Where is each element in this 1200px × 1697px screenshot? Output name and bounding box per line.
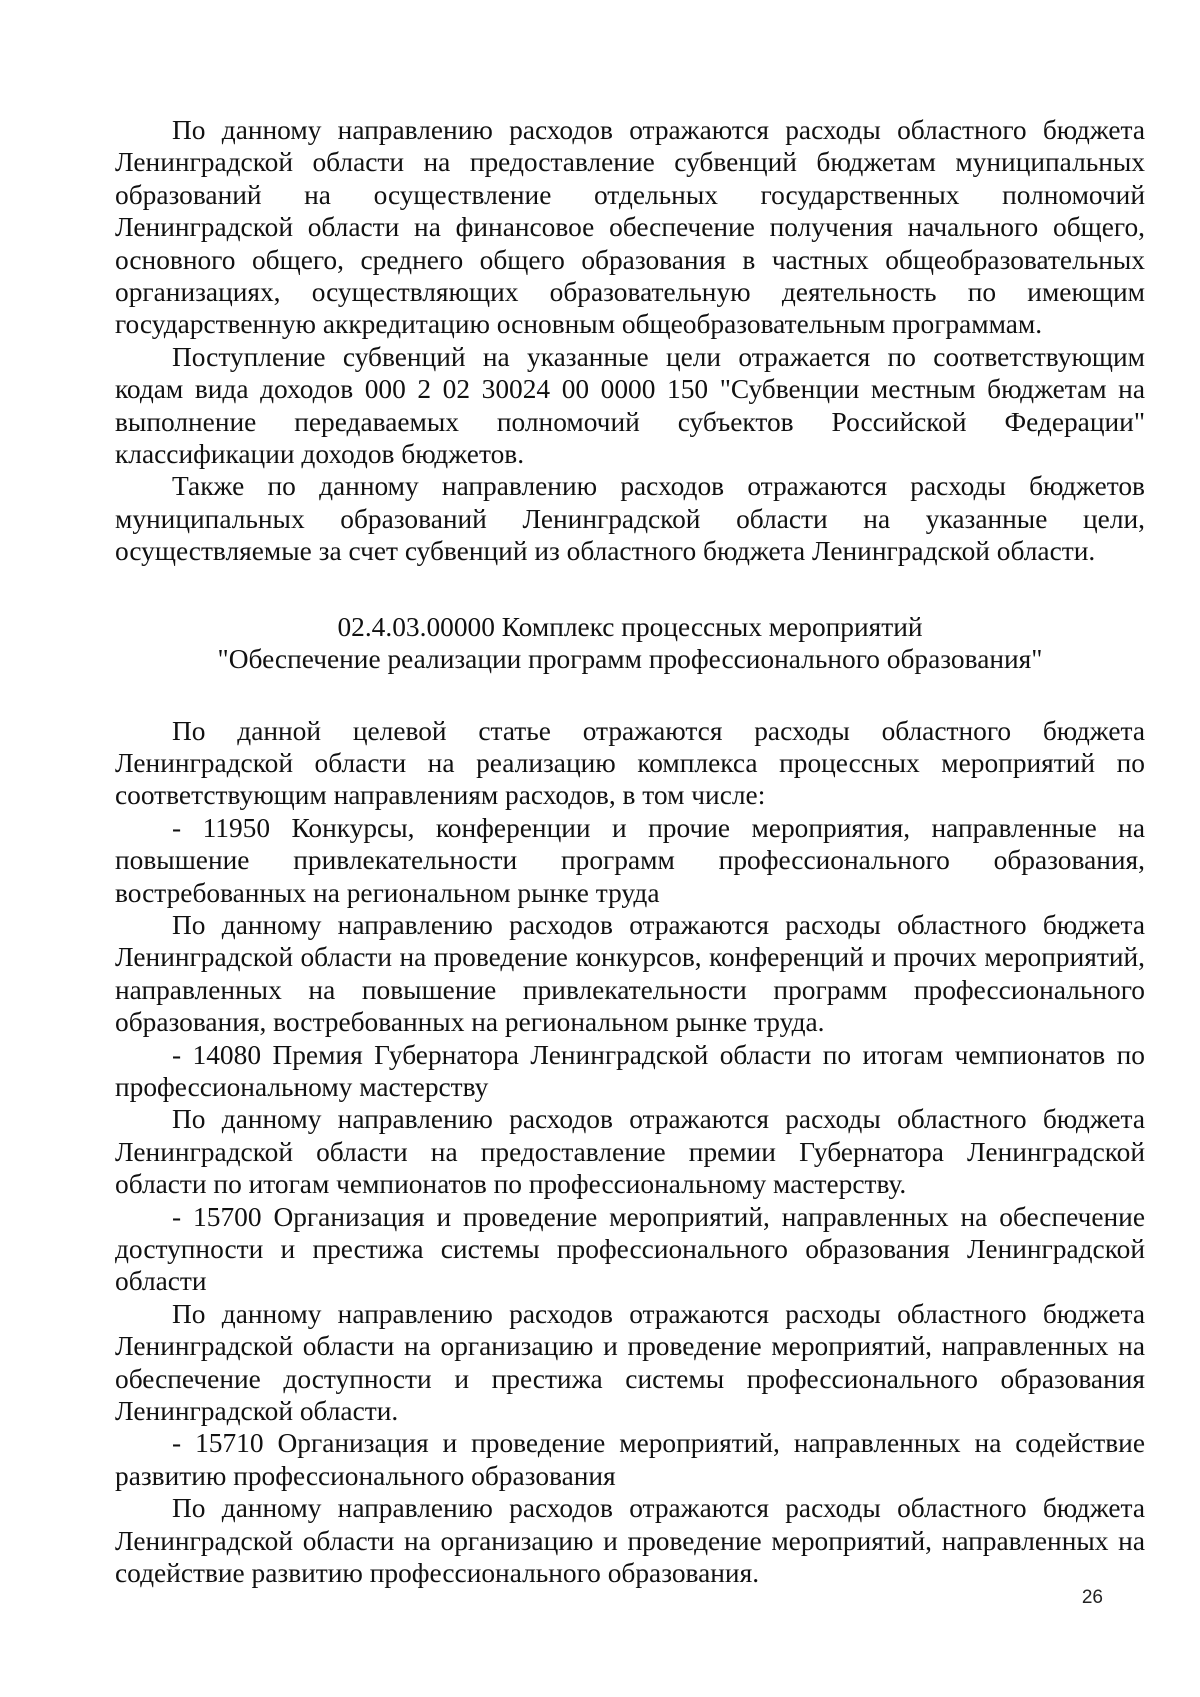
section-heading-code-line: 02.4.03.00000 Комплекс процессных мероприятий [337,611,923,642]
section-heading [115,611,1145,676]
page-number: 26 [1081,1587,1103,1608]
section-heading-title-line: "Обеспечение реализации программ профессионального образования" [217,644,1043,675]
intro-paragraph-3: Также по данному направлению расходов отражаются расходы бюджетов муниципальных образований Ленинградской области на указанные цели, осуществляемые за счет субвенций из областного бюджета Ленинградской области. [115,471,1145,567]
document-page [115,114,1145,1589]
list-item-15700: - 15700 Организация и проведение мероприятий, направленных на обеспечение доступности и престижа системы профессионального образования Ленинградской области [115,1201,1145,1297]
body-paragraph-intro: По данной целевой статье отражаются расходы областного бюджета Ленинградской области на реализацию комплекса процессных мероприятий по соответствующим направлениям расходов, в том числе: [115,715,1145,811]
list-item-11950: - 11950 Конкурсы, конференции и прочие мероприятия, направленные на повышение привлекательности программ профессионального образования, востребованных на региональном рынке труда [115,812,1145,908]
body-paragraph-11950: По данному направлению расходов отражаются расходы областного бюджета Ленинградской области на проведение конкурсов, конференций и прочих мероприятий, направленных на повышение привлекательности программ профессионального образования, востребованных на региональном рынке труда. [115,909,1145,1038]
body-paragraph-15700: По данному направлению расходов отражаются расходы областного бюджета Ленинградской области на организацию и проведение мероприятий, направленных на обеспечение доступности и престижа системы профессионального образования Ленинградской области. [115,1298,1145,1427]
body-paragraph-14080: По данному направлению расходов отражаются расходы областного бюджета Ленинградской области на предоставление премии Губернатора Ленинградской области по итогам чемпионатов по профессиональному мастерству. [115,1104,1145,1200]
body-paragraph-15710: По данному направлению расходов отражаются расходы областного бюджета Ленинградской области на организацию и проведение мероприятий, направленных на содействие развитию профессионального образования. [115,1493,1145,1589]
list-item-14080: - 14080 Премия Губернатора Ленинградской области по итогам чемпионатов по профессиональному мастерству [115,1039,1145,1102]
list-item-15710: - 15710 Организация и проведение мероприятий, направленных на содействие развитию профессионального образования [115,1428,1145,1491]
intro-paragraph-2: Поступление субвенций на указанные цели отражается по соответствующим кодам вида доходов 000 2 02 30024 00 0000 150 "Субвенции местным бюджетам на выполнение передаваемых полномочий субъектов Российской Федерации" классификации доходов бюджетов. [115,341,1145,470]
intro-paragraph-1: По данному направлению расходов отражаются расходы областного бюджета Ленинградской области на предоставление субвенций бюджетам муниципальных образований на осуществление отдельных государственных полномочий Ленинградской области на финансовое обеспечение получения начального общего, основного общего, среднего общего образования в частных общеобразовательных организациях, осуществляющих образовательную деятельность по имеющим государственную аккредитацию основным общеобразовательным программам. [115,115,1145,340]
